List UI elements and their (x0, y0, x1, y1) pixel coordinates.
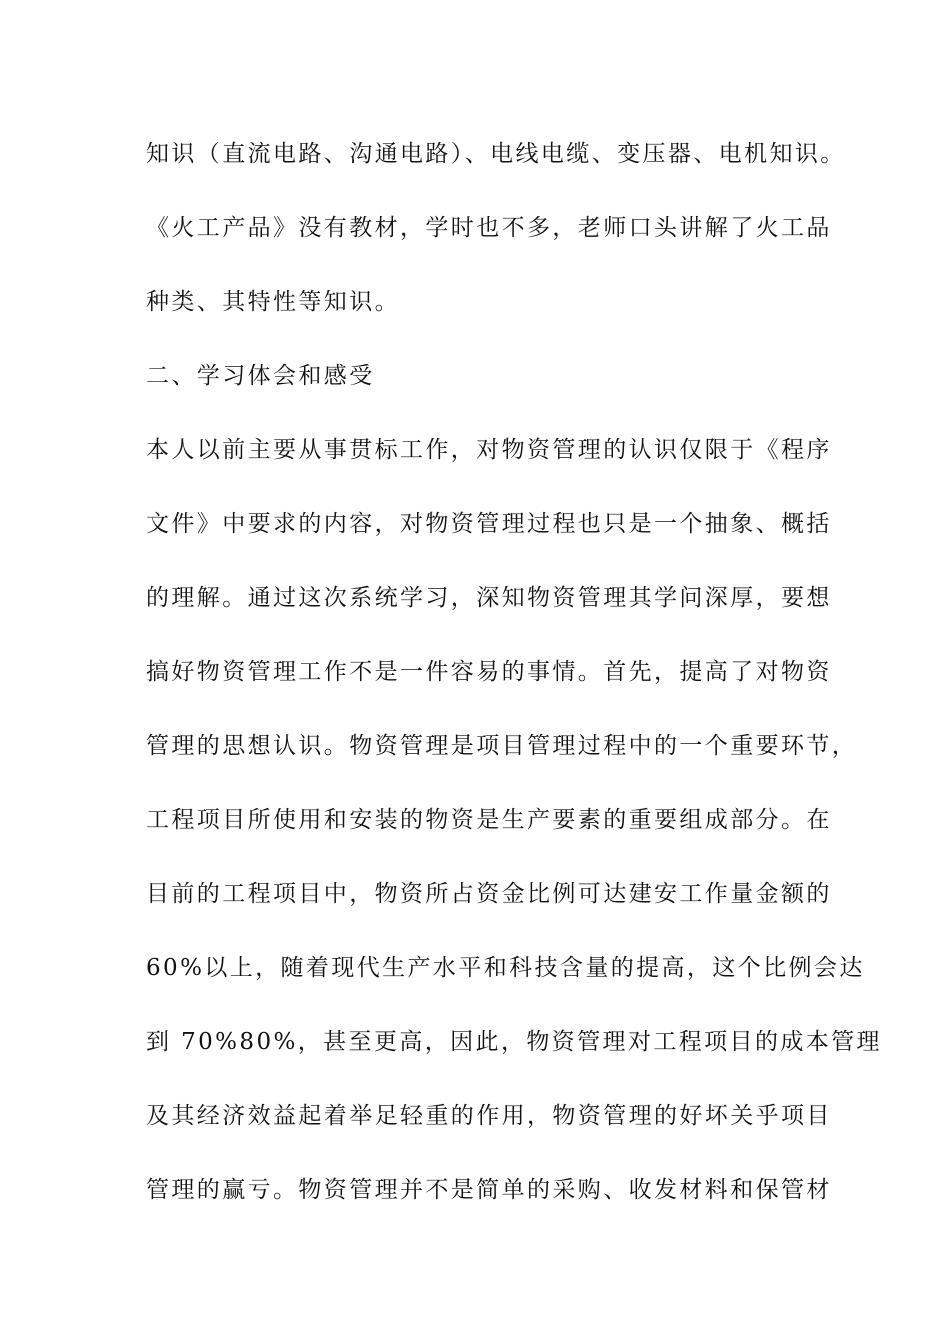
text-line: 《火工产品》没有教材，学时也不多，老师口头讲解了火工品 (146, 215, 832, 241)
text-line: 目前的工程项目中，物资所占资金比例可达建安工作量金额的 (146, 881, 832, 907)
text-line: 种类、其特性等知识。 (146, 289, 400, 315)
text-line: 到 70%80%，甚至更高，因此，物资管理对工程项目的成本管理 (146, 1029, 882, 1055)
text-line: 管理的赢亏。物资管理并不是简单的采购、收发材料和保管材 (146, 1177, 832, 1203)
text-line: 本人以前主要从事贯标工作，对物资管理的认识仅限于《程序 (146, 437, 832, 463)
body-text (146, 128, 882, 1238)
text-line: 搞好物资管理工作不是一件容易的事情。首先，提高了对物资 (146, 659, 832, 685)
text-line: 文件》中要求的内容，对物资管理过程也只是一个抽象、概括 (146, 511, 832, 537)
text-line: 管理的思想认识。物资管理是项目管理过程中的一个重要环节， (146, 733, 858, 759)
text-line: 60%以上，随着现代生产水平和科技含量的提高，这个比例会达 (146, 955, 865, 981)
text-line: 工程项目所使用和安装的物资是生产要素的重要组成部分。在 (146, 807, 832, 833)
text-line: 知识（直流电路、沟通电路）、电线电缆、变压器、电机知识。 (146, 141, 846, 167)
section-heading: 二、学习体会和感受 (146, 363, 375, 389)
text-line: 及其经济效益起着举足轻重的作用，物资管理的好坏关乎项目 (146, 1103, 832, 1129)
text-line: 的理解。通过这次系统学习，深知物资管理其学问深厚，要想 (146, 585, 832, 611)
